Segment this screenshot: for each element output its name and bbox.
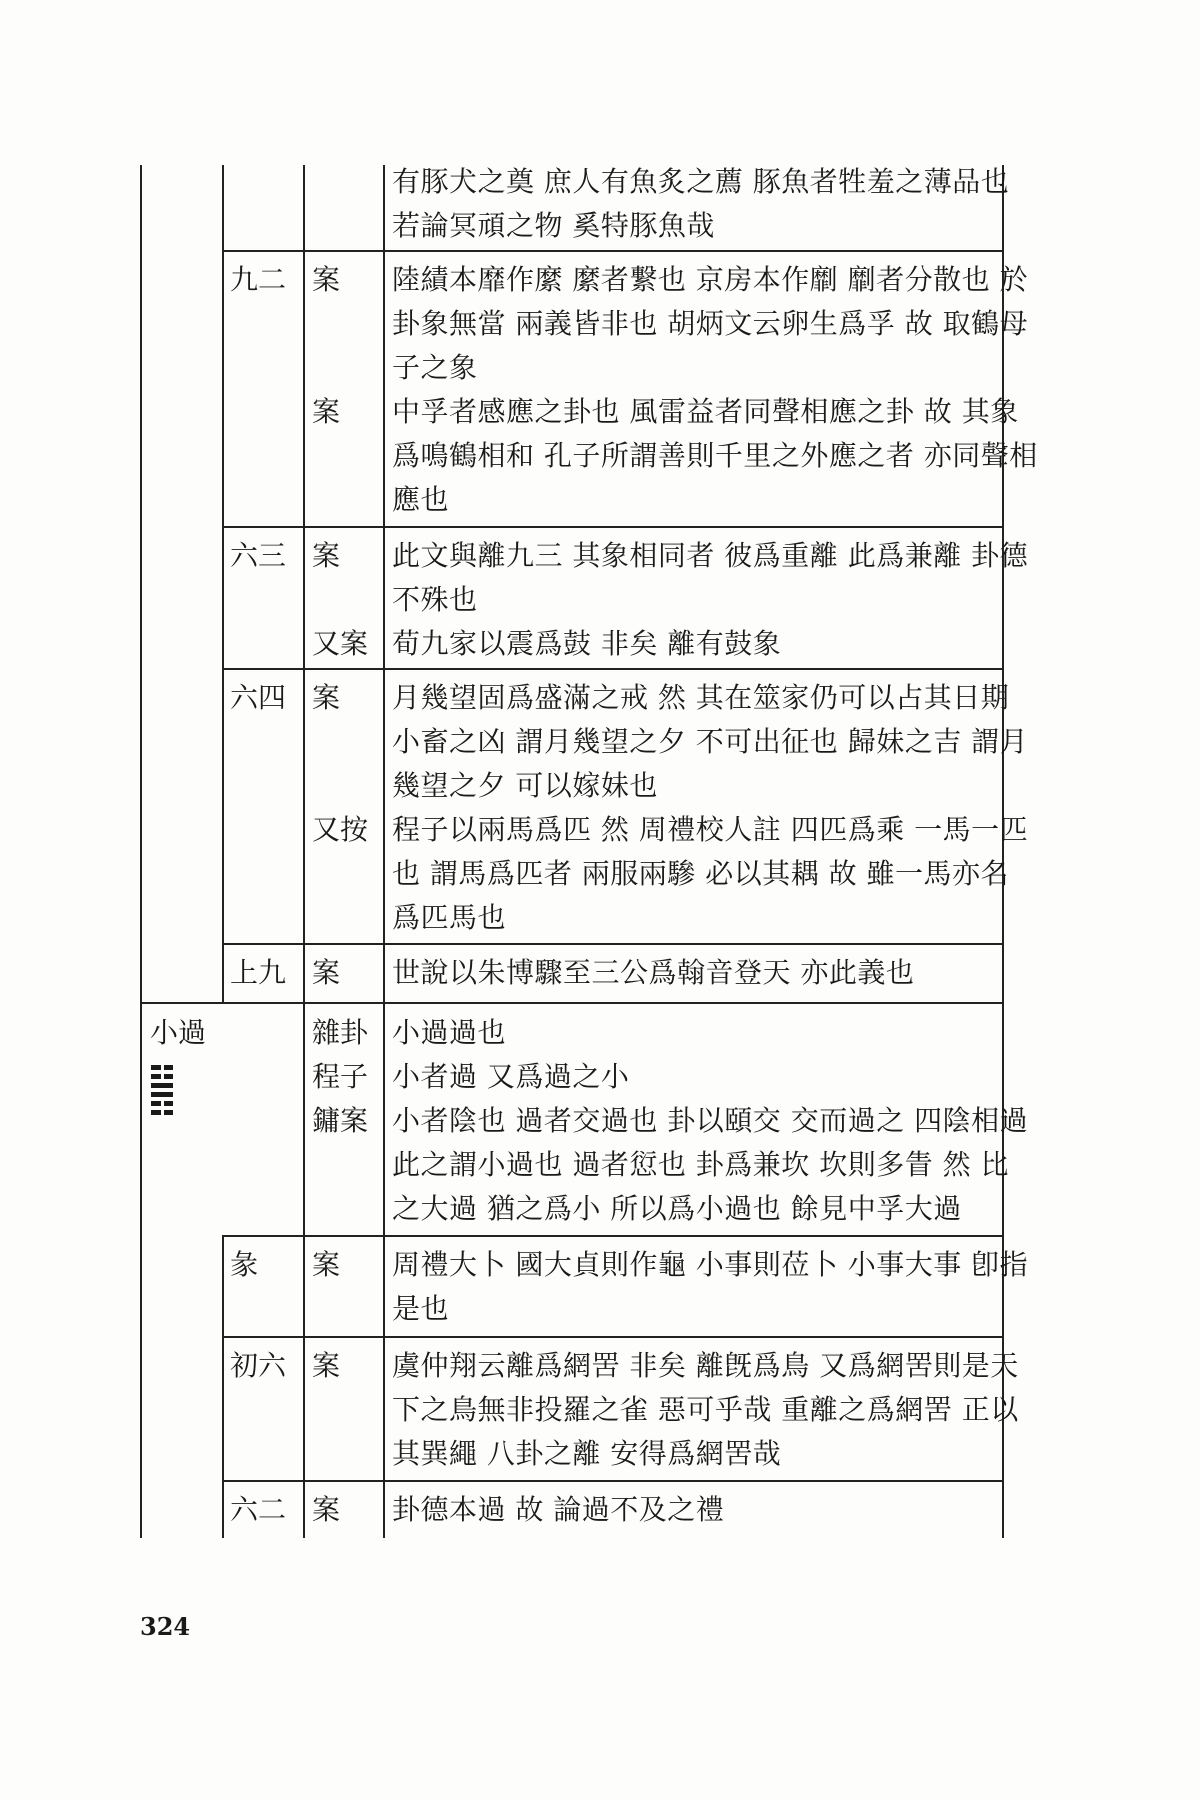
annotation-label: 鏞案 (312, 1104, 369, 1137)
commentary-text (392, 390, 1038, 522)
yang-line (151, 1083, 173, 1088)
yin-line (151, 1101, 173, 1106)
annotation-label: 案 (312, 395, 341, 428)
hexagram-line-segment (151, 1083, 173, 1088)
text-line: 程子以兩馬爲匹 然 周禮校人註 四匹爲乘 一馬一匹 (392, 813, 1029, 846)
text-line: 小者陰也 過者交過也 卦以頤交 交而過之 四陰相過 (392, 1104, 1029, 1137)
commentary-text (392, 808, 1028, 940)
annotation-label: 又按 (312, 813, 369, 846)
commentary-text (392, 676, 1028, 808)
hexagram-line-segment (164, 1110, 174, 1115)
hexagram-line-segment (151, 1065, 161, 1070)
commentary-text (392, 1099, 1028, 1231)
hexagram-line-segment (151, 1101, 161, 1106)
row-divider (222, 668, 1004, 670)
text-line: 應也 (392, 483, 450, 516)
yin-line (151, 1110, 173, 1115)
line-position-label: 九二 (230, 263, 287, 296)
text-line: 小過過也 (392, 1016, 507, 1049)
commentary-text (392, 1344, 1019, 1476)
line-position-label: 彖 (230, 1248, 259, 1281)
text-line: 若論冥頑之物 奚特豚魚哉 (392, 209, 715, 242)
commentary-text (392, 534, 1028, 622)
text-line: 子之象 (392, 351, 478, 384)
section-divider (140, 1002, 1004, 1004)
annotation-label: 雜卦 (312, 1016, 369, 1049)
text-line: 小者過 又爲過之小 (392, 1060, 630, 1093)
column-divider-3 (383, 165, 385, 1538)
text-line: 爲匹馬也 (392, 901, 507, 934)
hexagram-line-segment (151, 1110, 161, 1115)
column-divider-1 (222, 165, 224, 1002)
commentary-text (392, 1055, 629, 1099)
text-line: 陸績本靡作縻 縻者繋也 京房本作劘 劘者分散也 於 (392, 263, 1029, 296)
annotation-label: 案 (312, 956, 341, 989)
commentary-text (392, 622, 781, 666)
yin-line (151, 1074, 173, 1079)
text-line: 世說以朱博驟至三公爲翰音登天 亦此義也 (392, 956, 915, 989)
text-line: 中孚者感應之卦也 風雷益者同聲相應之卦 故 其象 (392, 395, 1019, 428)
row-divider (222, 943, 1004, 945)
row-divider (222, 250, 1004, 252)
text-line: 卦德本過 故 論過不及之禮 (392, 1493, 725, 1526)
text-line: 幾望之夕 可以嫁妹也 (392, 769, 658, 802)
row-divider (222, 1336, 1004, 1338)
text-line: 此之謂小過也 過者愆也 卦爲兼坎 坎則多眚 然 比 (392, 1148, 1010, 1181)
table-left-border (140, 165, 142, 1538)
commentary-text (392, 258, 1028, 390)
row-divider (222, 1235, 1004, 1237)
line-position-label: 六三 (230, 539, 287, 572)
page-number: 324 (140, 1612, 191, 1641)
annotation-label: 案 (312, 1493, 341, 1526)
hexagram-name: 小過 (150, 1016, 207, 1049)
text-line: 此文與離九三 其象相同者 彼爲重離 此爲兼離 卦德 (392, 539, 1029, 572)
commentary-text (392, 951, 914, 995)
annotation-label: 案 (312, 1349, 341, 1382)
commentary-text (392, 1488, 724, 1532)
annotation-label: 程子 (312, 1060, 369, 1093)
annotation-label: 案 (312, 1248, 341, 1281)
text-line: 下之鳥無非投羅之雀 惡可乎哉 重離之爲網罟 正以 (392, 1393, 1019, 1426)
text-line: 月幾望固爲盛滿之戒 然 其在筮家仍可以占其日期 (392, 681, 1010, 714)
text-line: 是也 (392, 1292, 450, 1325)
row-divider (222, 526, 1004, 528)
commentary-text (392, 1011, 506, 1055)
text-line: 不殊也 (392, 583, 478, 616)
hexagram-line-segment (151, 1074, 161, 1079)
text-line: 虞仲翔云離爲網罟 非矣 離旣爲鳥 又爲網罟則是天 (392, 1349, 1019, 1382)
commentary-text (392, 1243, 1028, 1331)
text-line: 卦象無當 兩義皆非也 胡炳文云卵生爲孚 故 取鶴母 (392, 307, 1029, 340)
hexagram-line-segment (164, 1101, 174, 1106)
hexagram-line-segment (164, 1065, 174, 1070)
line-position-label: 六四 (230, 681, 287, 714)
text-line: 周禮大卜 國大貞則作龜 小事則莅卜 小事大事 卽指 (392, 1248, 1029, 1281)
text-line: 也 謂馬爲匹者 兩服兩驂 必以其耦 故 雖一馬亦名 (392, 857, 1010, 890)
column-divider-2 (303, 165, 305, 1538)
yang-line (151, 1092, 173, 1097)
hexagram-line-segment (164, 1074, 174, 1079)
row-divider (222, 1480, 1004, 1482)
line-position-label: 初六 (230, 1349, 287, 1382)
annotation-label: 案 (312, 681, 341, 714)
text-line: 其巽繩 八卦之離 安得爲網罟哉 (392, 1437, 782, 1470)
hexagram-line-segment (151, 1092, 173, 1097)
annotation-label: 又案 (312, 627, 369, 660)
hexagram-xiaoguo-icon (151, 1065, 173, 1119)
text-line: 小畜之凶 謂月幾望之夕 不可出征也 歸妹之吉 謂月 (392, 725, 1029, 758)
annotation-label: 案 (312, 263, 341, 296)
text-line: 荀九家以震爲鼓 非矣 離有鼓象 (392, 627, 782, 660)
annotation-label: 案 (312, 539, 341, 572)
text-line: 有豚犬之奠 庶人有魚炙之薦 豚魚者牲羞之薄品也 (392, 165, 1010, 198)
line-position-label: 上九 (230, 956, 287, 989)
text-line: 之大過 猶之爲小 所以爲小過也 餘見中孚大過 (392, 1192, 962, 1225)
yin-line (151, 1065, 173, 1070)
line-position-label: 六二 (230, 1493, 287, 1526)
text-line: 爲鳴鶴相和 孔子所謂善則千里之外應之者 亦同聲相 (392, 439, 1038, 472)
column-divider-1 (222, 1235, 224, 1538)
commentary-text (392, 160, 1009, 248)
